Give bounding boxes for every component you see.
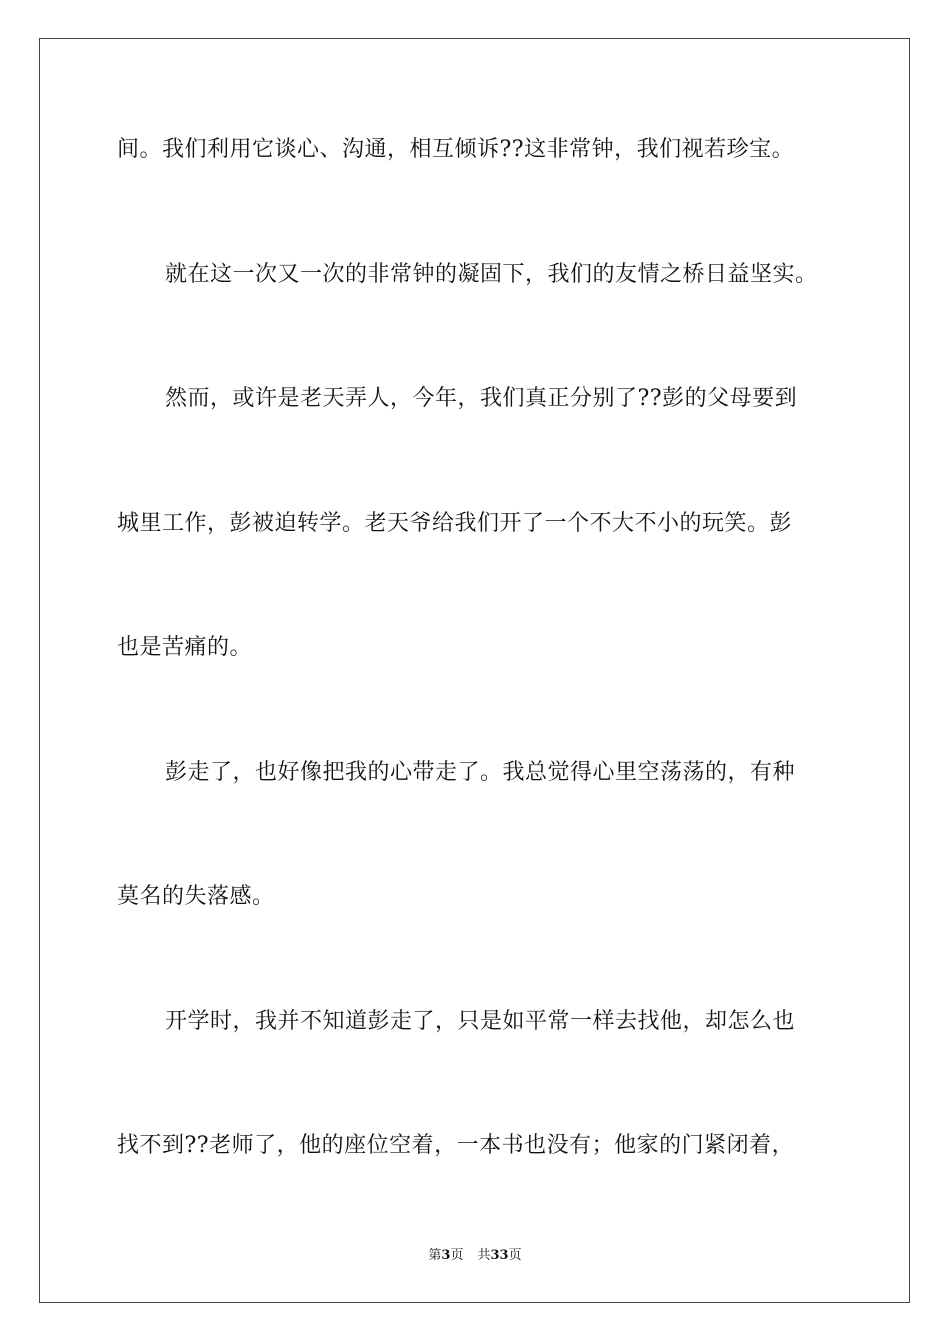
paragraph-line-5: 也是苦痛的。: [117, 635, 253, 660]
page-border: [39, 38, 910, 1303]
footer-total-pages: 33: [490, 1248, 509, 1263]
paragraph-line-7: 莫名的失落感。: [117, 884, 275, 909]
paragraph-line-9: 找不到??老师了，他的座位空着，一本书也没有；他家的门紧闭着，: [117, 1133, 795, 1158]
paragraph-line-1: 间。我们利用它谈心、沟通，相互倾诉??这非常钟，我们视若珍宝。: [117, 137, 795, 162]
paragraph-line-3: 然而，或许是老天弄人，今年，我们真正分别了??彭的父母要到: [165, 386, 798, 411]
footer-total-suffix: 页: [508, 1248, 522, 1263]
footer-total-prefix: 共: [477, 1248, 491, 1263]
paragraph-line-2: 就在这一次又一次的非常钟的凝固下，我们的友情之桥日益坚实。: [165, 262, 818, 287]
paragraph-line-6: 彭走了，也好像把我的心带走了。我总觉得心里空荡荡的，有种: [165, 760, 796, 785]
footer-page-number: 3: [441, 1248, 451, 1263]
page-footer: [0, 1247, 950, 1265]
footer-page-suffix: 页: [450, 1248, 464, 1263]
paragraph-line-8: 开学时，我并不知道彭走了，只是如平常一样去找他，却怎么也: [165, 1009, 796, 1034]
footer-page-prefix: 第: [428, 1248, 442, 1263]
paragraph-line-4: 城里工作，彭被迫转学。老天爷给我们开了一个不大不小的玩笑。彭: [117, 511, 793, 536]
